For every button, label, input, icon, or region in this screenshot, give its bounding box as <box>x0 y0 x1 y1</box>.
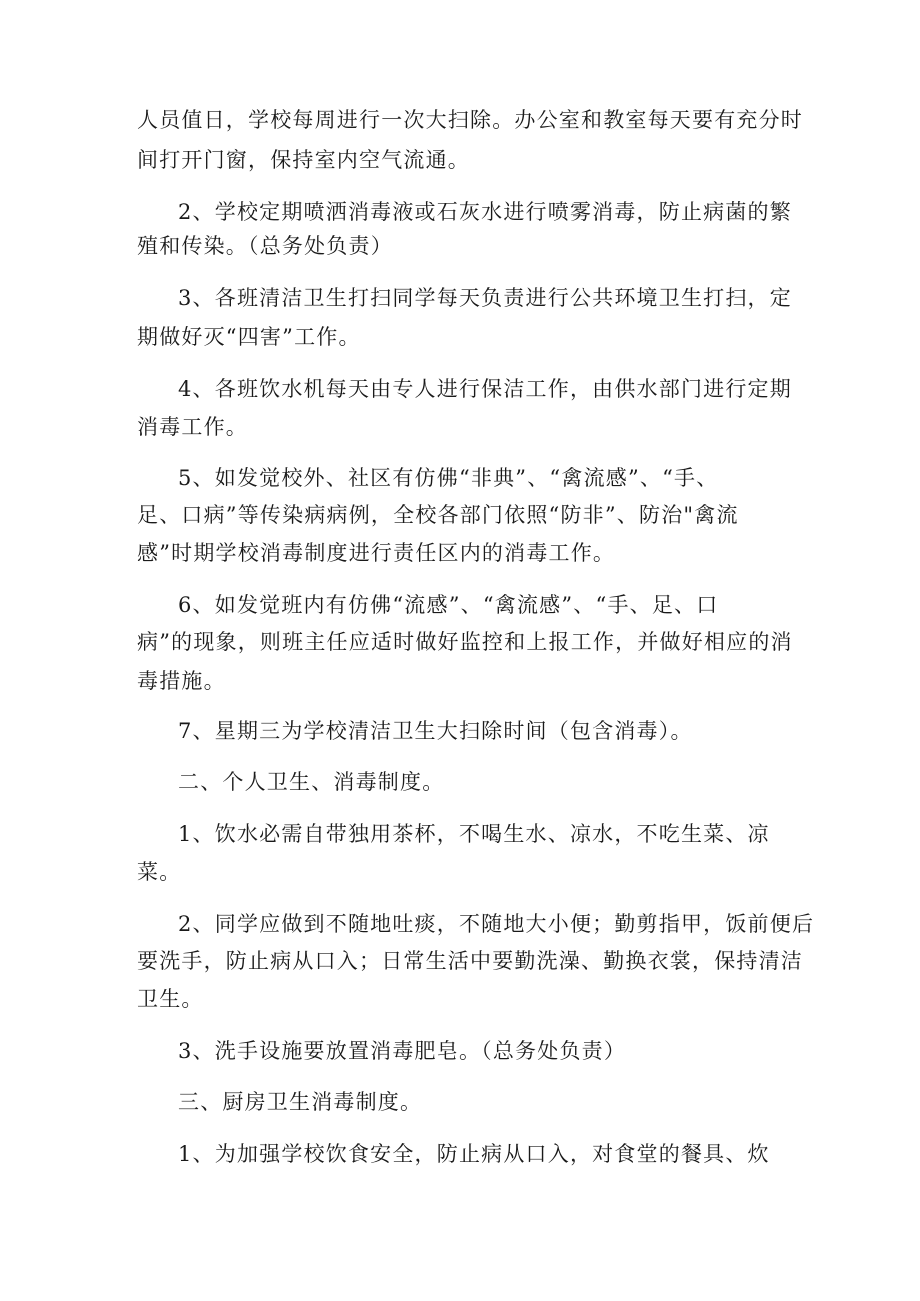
paragraph-line: 3、各班清洁卫生打扫同学每天负责进行公共环境卫生打扫，定 <box>178 286 792 310</box>
text-line: 殖和传染。（总务处负责） <box>137 234 393 258</box>
paragraph-line: 3、洗手设施要放置消毒肥皂。（总务处负责） <box>178 1039 627 1063</box>
paragraph-line: 1、饮水必需自带独用茶杯，不喝生水、凉水，不吃生菜、凉 <box>178 822 770 846</box>
text-line: 人员值日，学校每周进行一次大扫除。办公室和教室每天要有充分时 <box>137 108 803 132</box>
paragraph-line: 1、为加强学校饮食安全，防止病从口入，对食堂的餐具、炊 <box>178 1142 770 1166</box>
paragraph-line: 6、如发觉班内有仿佛“流感”、“禽流感”、“手、足、口 <box>178 593 719 617</box>
text-line: 病”的现象，则班主任应适时做好监控和上报工作，并做好相应的消 <box>137 630 793 654</box>
paragraph-line: 2、学校定期喷洒消毒液或石灰水进行喷雾消毒，防止病菌的繁 <box>178 200 792 224</box>
text-line: 毒措施。 <box>137 669 226 693</box>
paragraph-line: 4、各班饮水机每天由专人进行保洁工作，由供水部门进行定期 <box>178 377 792 401</box>
text-line: 期做好灭“四害”工作。 <box>137 325 361 349</box>
section-heading: 三、厨房卫生消毒制度。 <box>178 1090 423 1114</box>
paragraph-line: 5、如发觉校外、社区有仿佛“非典”、“禽流感”、“手、 <box>178 466 719 490</box>
text-line: 消毒工作。 <box>137 415 248 439</box>
text-line: 菜。 <box>137 860 182 884</box>
section-heading: 二、个人卫生、消毒制度。 <box>178 770 445 794</box>
paragraph-line: 2、同学应做到不随地吐痰，不随地大小便；勤剪指甲，饭前便后 <box>178 912 815 936</box>
paragraph-line: 7、星期三为学校清洁卫生大扫除时间（包含消毒）。 <box>178 719 693 743</box>
text-line: 要洗手，防止病从口入；日常生活中要勤洗澡、勤换衣裳，保持清洁 <box>137 949 803 973</box>
text-line: 足、口病”等传染病病例，全校各部门依照“防非”、防治"禽流 <box>137 503 739 527</box>
text-line: 卫生。 <box>137 987 204 1011</box>
text-line: 间打开门窗，保持室内空气流通。 <box>137 148 470 172</box>
text-line: 感”时期学校消毒制度进行责任区内的消毒工作。 <box>137 541 616 565</box>
